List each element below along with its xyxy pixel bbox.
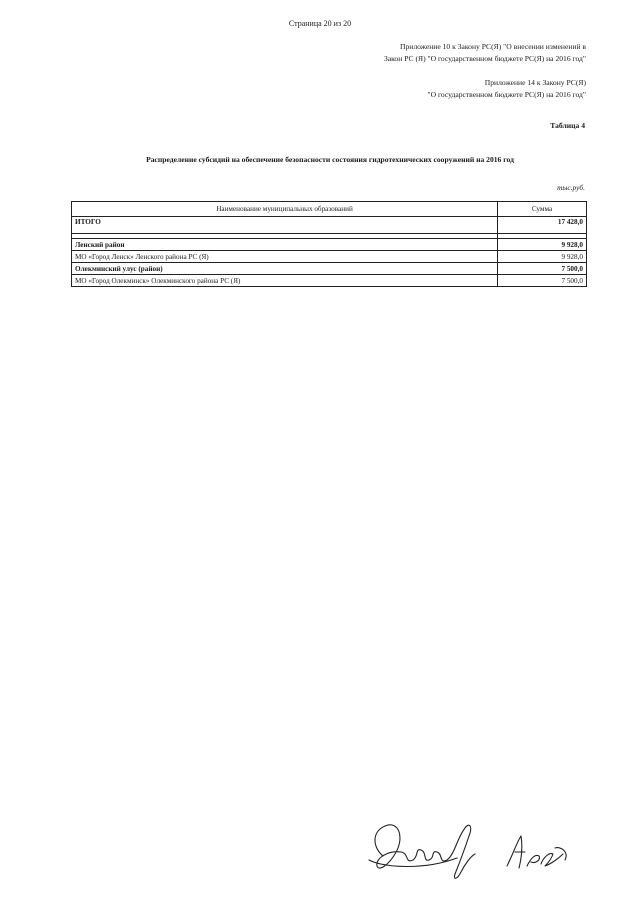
signature-one: [375, 825, 475, 878]
annex-note-line: Приложение 10 к Закону РС(Я) "О внесении изменений в: [399, 42, 586, 51]
row-sum: 7 500,0: [498, 263, 587, 275]
row-name: МО «Город Олекминск» Олекминского района РС (Я): [72, 275, 498, 287]
annex-note-line: Приложение 14 к Закону РС(Я): [484, 78, 586, 87]
table-row: [72, 251, 587, 263]
row-sum: 7 500,0: [498, 275, 587, 287]
page-counter: Страница 20 из 20: [288, 19, 352, 28]
units-label: тыс.руб.: [557, 183, 585, 192]
row-name: МО «Город Ленск» Ленского района РС (Я): [72, 251, 498, 263]
row-sum: 9 928,0: [498, 251, 587, 263]
signature-one-tail: [369, 858, 457, 867]
row-sum: 9 928,0: [498, 239, 587, 251]
table-row: [72, 263, 587, 275]
table-number: Таблица 4: [550, 121, 585, 130]
signature-two: [507, 836, 566, 868]
column-header-name: Наименование муниципальных образований: [72, 202, 498, 217]
row-sum: 17 428,0: [498, 217, 587, 234]
table-row: [72, 275, 587, 287]
table-row: [72, 239, 587, 251]
annex-note-amendment: [384, 41, 586, 65]
document-title: Распределение субсидий на обеспечение безопасности состояния гидротехнических сооружений на 2016 год: [146, 155, 514, 164]
row-name: Олекминский улус (район): [72, 263, 498, 275]
subsidy-table: [71, 201, 587, 287]
annex-note-budget: [427, 77, 586, 101]
handwritten-signatures: [365, 808, 595, 888]
row-name: ИТОГО: [72, 217, 498, 234]
table-row-total: [72, 217, 587, 234]
column-header-sum: Сумма: [498, 202, 587, 217]
signatures: [365, 808, 595, 893]
table-header-row: [72, 202, 587, 217]
annex-note-line: Закон РС (Я) "О государственном бюджете РС(Я) на 2016 год": [383, 54, 586, 63]
row-name: Ленский район: [72, 239, 498, 251]
annex-note-line: "О государственном бюджете РС(Я) на 2016 год": [427, 90, 586, 99]
